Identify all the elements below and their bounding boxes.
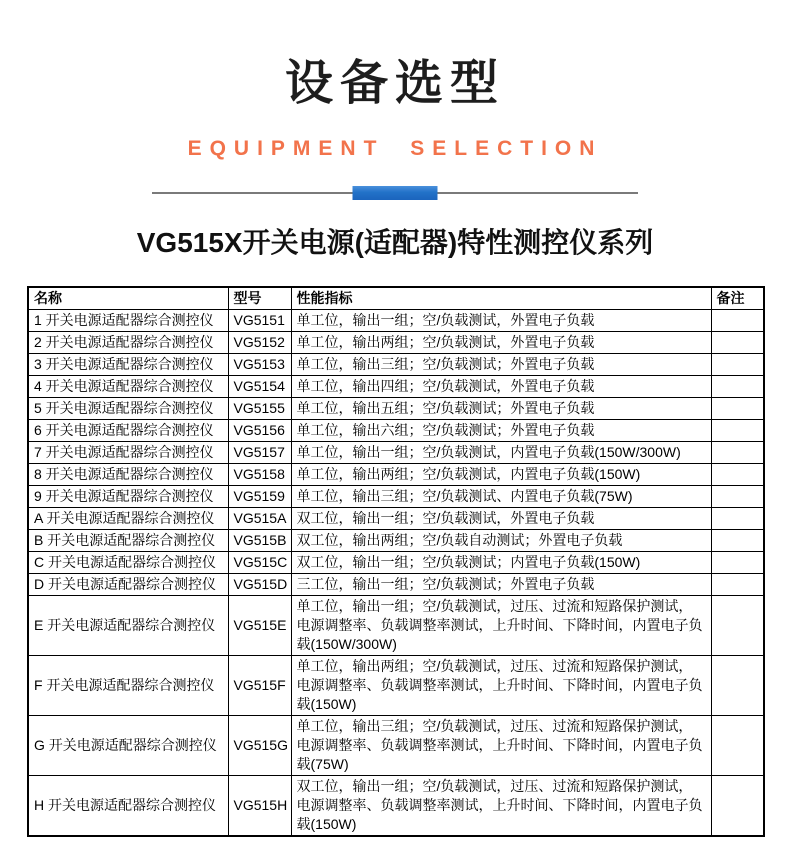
remark-cell: [711, 332, 764, 354]
table-row: [28, 442, 764, 464]
remark-cell: [711, 656, 764, 716]
table-row: [28, 596, 764, 656]
table-row: [28, 508, 764, 530]
product-name-cell: 5 开关电源适配器综合测控仪: [28, 398, 228, 420]
model-cell: VG515F: [228, 656, 291, 716]
page-subtitle: EQUIPMENT SELECTION: [187, 137, 603, 160]
specs-cell: 单工位，输出六组；空/负载测试；外置电子负载: [291, 420, 711, 442]
remark-cell: [711, 716, 764, 776]
table-row: [28, 420, 764, 442]
column-header-remark: 备注: [711, 287, 764, 310]
series-heading: VG515X开关电源(适配器)特性测控仪系列: [136, 227, 654, 258]
remark-cell: [711, 552, 764, 574]
specs-cell: 双工位，输出一组；空/负载测试，外置电子负载: [291, 508, 711, 530]
remark-cell: [711, 398, 764, 420]
table-row: [28, 310, 764, 332]
table-header-row: [28, 287, 764, 310]
table-row: [28, 464, 764, 486]
remark-cell: [711, 776, 764, 837]
model-cell: VG5158: [228, 464, 291, 486]
specs-cell: 单工位，输出四组；空/负载测试，外置电子负载: [291, 376, 711, 398]
product-name-cell: E 开关电源适配器综合测控仪: [28, 596, 228, 656]
product-name-cell: A 开关电源适配器综合测控仪: [28, 508, 228, 530]
model-cell: VG515E: [228, 596, 291, 656]
model-cell: VG5152: [228, 332, 291, 354]
table-row: [28, 376, 764, 398]
column-header-specs: 性能指标: [291, 287, 711, 310]
model-cell: VG515G: [228, 716, 291, 776]
product-name-cell: H 开关电源适配器综合测控仪: [28, 776, 228, 837]
product-name-cell: 9 开关电源适配器综合测控仪: [28, 486, 228, 508]
divider-accent-bar: [353, 186, 438, 200]
table-row: [28, 486, 764, 508]
model-cell: VG515B: [228, 530, 291, 552]
specs-cell: 单工位，输出一组；空/负载测试，外置电子负载: [291, 310, 711, 332]
remark-cell: [711, 376, 764, 398]
remark-cell: [711, 596, 764, 656]
product-name-cell: 3 开关电源适配器综合测控仪: [28, 354, 228, 376]
model-cell: VG5151: [228, 310, 291, 332]
model-cell: VG5153: [228, 354, 291, 376]
remark-cell: [711, 310, 764, 332]
remark-cell: [711, 486, 764, 508]
table-row: [28, 776, 764, 837]
table-row: [28, 656, 764, 716]
specs-cell: 单工位，输出一组；空/负载测试，过压、过流和短路保护测试，电源调整率、负载调整率测试，上升时间、下降时间，内置电子负载(150W/300W): [291, 596, 711, 656]
specs-cell: 单工位，输出三组；空/负载测试，过压、过流和短路保护测试，电源调整率、负载调整率测试，上升时间、下降时间，内置电子负载(75W): [291, 716, 711, 776]
product-name-cell: D 开关电源适配器综合测控仪: [28, 574, 228, 596]
specs-cell: 单工位，输出两组；空/负载测试，外置电子负载: [291, 332, 711, 354]
page-title: 设备选型: [284, 57, 505, 110]
table-row: [28, 574, 764, 596]
remark-cell: [711, 442, 764, 464]
specs-cell: 单工位，输出三组；空/负载测试、内置电子负载(75W): [291, 486, 711, 508]
product-name-cell: 2 开关电源适配器综合测控仪: [28, 332, 228, 354]
model-cell: VG515H: [228, 776, 291, 837]
product-name-cell: 6 开关电源适配器综合测控仪: [28, 420, 228, 442]
product-name-cell: 7 开关电源适配器综合测控仪: [28, 442, 228, 464]
product-table: [27, 286, 765, 837]
page-header: [0, 0, 790, 259]
model-cell: VG515A: [228, 508, 291, 530]
specs-cell: 单工位，输出一组；空/负载测试，内置电子负载(150W/300W): [291, 442, 711, 464]
section-divider: [152, 186, 638, 200]
model-cell: VG515C: [228, 552, 291, 574]
specs-cell: 双工位，输出两组；空/负载自动测试；外置电子负载: [291, 530, 711, 552]
table-row: [28, 398, 764, 420]
table-row: [28, 332, 764, 354]
product-name-cell: G 开关电源适配器综合测控仪: [28, 716, 228, 776]
table-row: [28, 354, 764, 376]
product-table-body: [28, 310, 764, 837]
remark-cell: [711, 574, 764, 596]
product-name-cell: F 开关电源适配器综合测控仪: [28, 656, 228, 716]
product-name-cell: B 开关电源适配器综合测控仪: [28, 530, 228, 552]
specs-cell: 双工位，输出一组；空/负载测试，过压、过流和短路保护测试，电源调整率、负载调整率测试，上升时间、下降时间，内置电子负载(150W): [291, 776, 711, 837]
remark-cell: [711, 420, 764, 442]
remark-cell: [711, 530, 764, 552]
model-cell: VG5156: [228, 420, 291, 442]
table-row: [28, 716, 764, 776]
remark-cell: [711, 464, 764, 486]
remark-cell: [711, 508, 764, 530]
remark-cell: [711, 354, 764, 376]
product-name-cell: 1 开关电源适配器综合测控仪: [28, 310, 228, 332]
product-name-cell: 4 开关电源适配器综合测控仪: [28, 376, 228, 398]
specs-cell: 双工位，输出一组；空/负载测试；内置电子负载(150W): [291, 552, 711, 574]
specs-cell: 单工位，输出三组；空/负载测试；外置电子负载: [291, 354, 711, 376]
specs-cell: 单工位，输出五组；空/负载测试；外置电子负载: [291, 398, 711, 420]
product-name-cell: 8 开关电源适配器综合测控仪: [28, 464, 228, 486]
specs-cell: 三工位，输出一组；空/负载测试；外置电子负载: [291, 574, 711, 596]
model-cell: VG5157: [228, 442, 291, 464]
product-name-cell: C 开关电源适配器综合测控仪: [28, 552, 228, 574]
specs-cell: 单工位，输出两组；空/负载测试，过压、过流和短路保护测试，电源调整率、负载调整率测试，上升时间、下降时间，内置电子负载(150W): [291, 656, 711, 716]
table-row: [28, 552, 764, 574]
column-header-model: 型号: [228, 287, 291, 310]
model-cell: VG515D: [228, 574, 291, 596]
model-cell: VG5159: [228, 486, 291, 508]
model-cell: VG5155: [228, 398, 291, 420]
column-header-name: 名称: [28, 287, 228, 310]
specs-cell: 单工位，输出两组；空/负载测试，内置电子负载(150W): [291, 464, 711, 486]
table-row: [28, 530, 764, 552]
model-cell: VG5154: [228, 376, 291, 398]
